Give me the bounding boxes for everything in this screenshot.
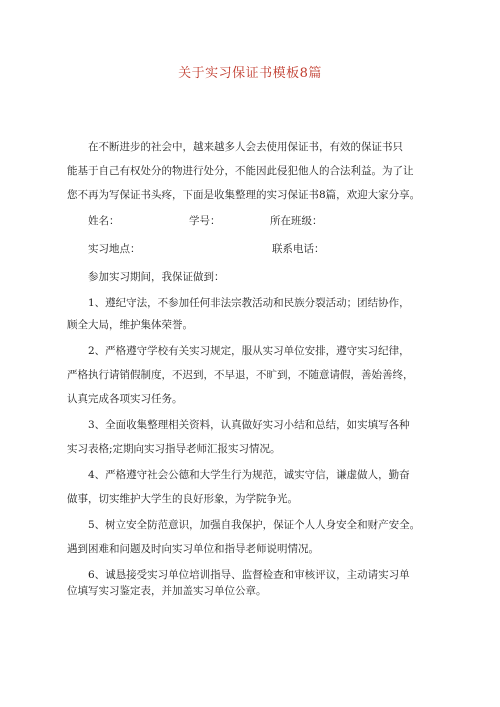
- name-field-label: 姓名：: [88, 215, 120, 227]
- pledge-item-line: 遇到困难和问题及时向实习单位和指导老师说明情况。: [67, 543, 319, 555]
- fields-row-2: [67, 242, 433, 270]
- location-field-label: 实习地点：: [88, 243, 141, 255]
- pledge-item-line: 3、全面收集整理相关资料，认真做好实习小结和总结，如实填写各种: [88, 419, 410, 431]
- fields-row-1: [67, 214, 433, 242]
- pledge-item-line: 严格执行请销假制度，不迟到，不早退，不旷到，不随意请假，善始善终，: [67, 369, 414, 381]
- document-body: [67, 140, 433, 598]
- intro-line: 能基于自己有权处分的物进行处分，不能因此侵犯他人的合法利益。为了让: [67, 165, 414, 177]
- pledge-item-line: 顾全大局，维护集体荣誉。: [67, 319, 193, 331]
- intro-line: 您不再为写保证书头疼，下面是收集整理的实习保证书8篇，欢迎大家分享。: [67, 189, 421, 201]
- pledge-item-line: 5、树立安全防范意识，加强自我保护，保证个人人身安全和财产安全。: [88, 519, 421, 531]
- pledge-intro: 参加实习期间，我保证做到：: [88, 271, 225, 283]
- pledge-item-line: 实习表格;定期向实习指导老师汇报实习情况。: [67, 443, 281, 455]
- pledge-item-line: 认真完成各项实习任务。: [67, 393, 183, 405]
- pledge-item-line: 4、严格遵守社会公德和大学生行为规范，诚实守信，谦虚做人，勤奋: [88, 469, 410, 481]
- pledge-item-line: 2、严格遵守学校有关实习规定，服从实习单位安排，遵守实习纪律，: [88, 345, 410, 357]
- pledge-item-line: 位填写实习鉴定表，并加盖实习单位公章。: [67, 585, 267, 597]
- pledge-item-line: 6、诚恳接受实习单位培训指导、监督检查和审核评议，主动请实习单: [88, 569, 410, 581]
- document-title: 关于实习保证书模板8篇: [178, 66, 322, 81]
- student-id-field-label: 学号：: [189, 215, 221, 227]
- class-field-label: 所在班级：: [270, 215, 323, 227]
- intro-line: 在不断进步的社会中，越来越多人会去使用保证书，有效的保证书只: [88, 141, 403, 153]
- phone-field-label: 联系电话：: [272, 243, 325, 255]
- pledge-item-line: 做事，切实维护大学生的良好形象，为学院争光。: [67, 493, 298, 505]
- pledge-item-line: 1、遵纪守法，不参加任何非法宗教活动和民族分裂活动；团结协作，: [88, 297, 410, 309]
